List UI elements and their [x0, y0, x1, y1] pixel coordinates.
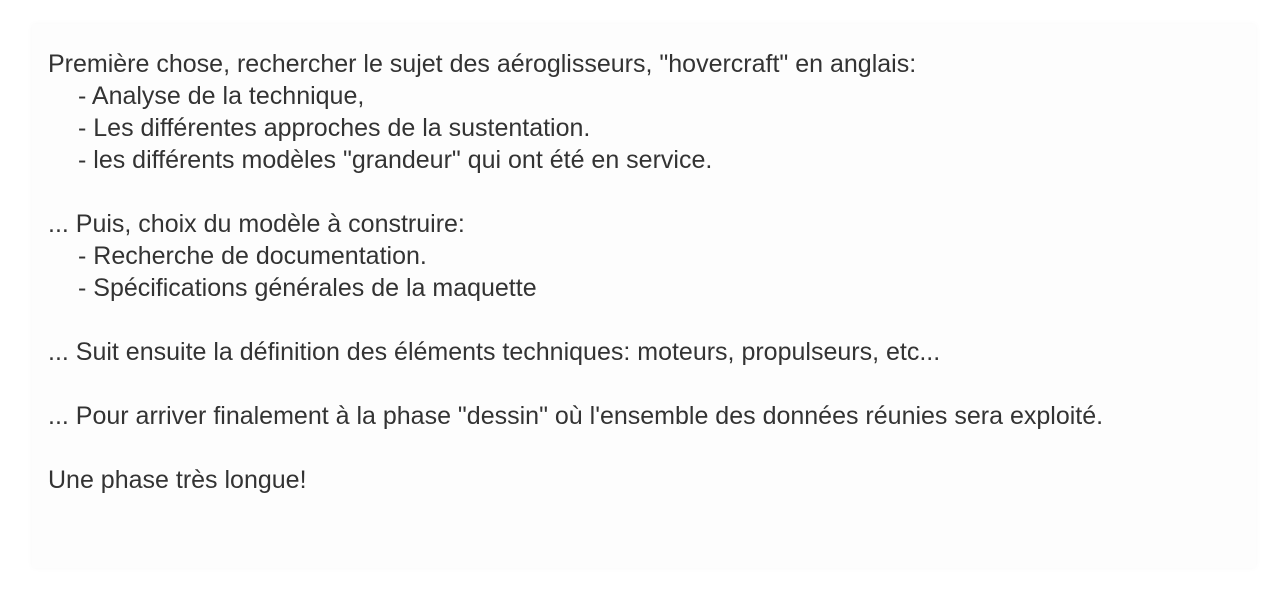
drawing-paragraph: ... Pour arriver finalement à la phase "dessin" où l'ensemble des données réunies sera exploité.	[48, 402, 1104, 430]
definition-line: ... Suit ensuite la définition des éléments techniques: moteurs, propulseurs, etc...	[48, 338, 941, 366]
intro-line: Première chose, rechercher le sujet des aéroglisseurs, "hovercraft" en anglais:	[48, 50, 917, 78]
spacer	[48, 176, 1224, 208]
closing-line: Une phase très longue!	[48, 466, 307, 494]
list-item: - Les différentes approches de la sustentation.	[78, 114, 591, 142]
list-item: - les différents modèles "grandeur" qui ont été en service.	[78, 146, 713, 174]
list-item: - Spécifications générales de la maquette	[78, 274, 537, 302]
article-body	[48, 48, 1224, 496]
list-item: - Analyse de la technique,	[78, 82, 365, 110]
spacer	[48, 304, 1224, 336]
spacer	[48, 432, 1224, 464]
choice-line: ... Puis, choix du modèle à construire:	[48, 210, 465, 238]
list-item: - Recherche de documentation.	[78, 242, 427, 270]
spacer	[48, 368, 1224, 400]
